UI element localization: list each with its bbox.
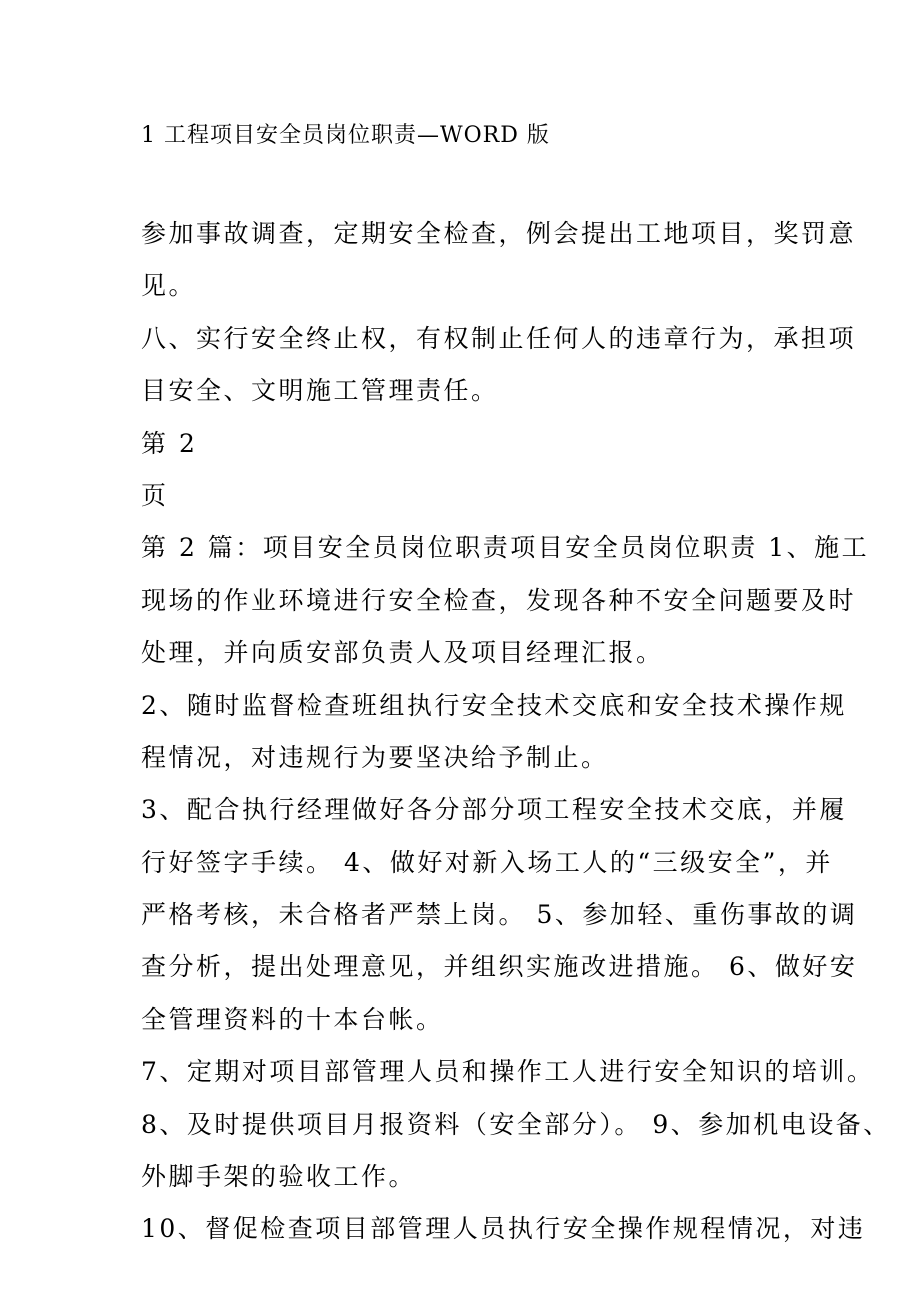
text-line: 全管理资料的十本台帐。 <box>141 1004 444 1034</box>
text-line: 8、及时提供项目月报资料（安全部分）。 9、参加机电设备、 <box>141 1109 891 1139</box>
text-line: 程情况，对违规行为要坚决给予制止。 <box>141 742 609 772</box>
text-line: 八、实行安全终止权，有权制止任何人的违章行为，承担项 <box>141 323 857 353</box>
page-number-line: 第 2 <box>141 428 198 458</box>
page-number-suffix: 页 <box>141 480 169 510</box>
text-line: 2、随时监督检查班组执行安全技术交底和安全技术操作规 <box>141 690 847 720</box>
text-line: 目安全、文明施工管理责任。 <box>141 376 499 406</box>
text-line: 处理，并向质安部负责人及项目经理汇报。 <box>141 638 664 668</box>
text-line: 现场的作业环境进行安全检查，发现各种不安全问题要及时 <box>141 585 857 615</box>
document-title: 1 工程项目安全员岗位职责—WORD 版 <box>141 123 550 148</box>
text-line: 第 2 篇：项目安全员岗位职责项目安全员岗位职责 1、施工 <box>141 533 870 563</box>
text-line: 外脚手架的验收工作。 <box>141 1162 417 1192</box>
text-line: 严格考核，未合格者严禁上岗。 5、参加轻、重伤事故的调 <box>141 900 858 930</box>
text-line: 行好签字手续。 4、做好对新入场工人的“三级安全”，并 <box>141 847 833 877</box>
document-body <box>141 208 891 1256</box>
text-line: 查分析，提出处理意见，并组织实施改进措施。 6、做好安 <box>141 952 858 982</box>
text-line: 3、配合执行经理做好各分部分项工程安全技术交底，并履 <box>141 795 847 825</box>
text-line: 7、定期对项目部管理人员和操作工人进行安全知识的培训。 <box>141 1057 875 1087</box>
text-line: 10、督促检查项目部管理人员执行安全操作规程情况，对违 <box>141 1214 866 1244</box>
text-line: 见。 <box>141 271 197 301</box>
text-line: 参加事故调查，定期安全检查，例会提出工地项目，奖罚意 <box>141 219 857 248</box>
